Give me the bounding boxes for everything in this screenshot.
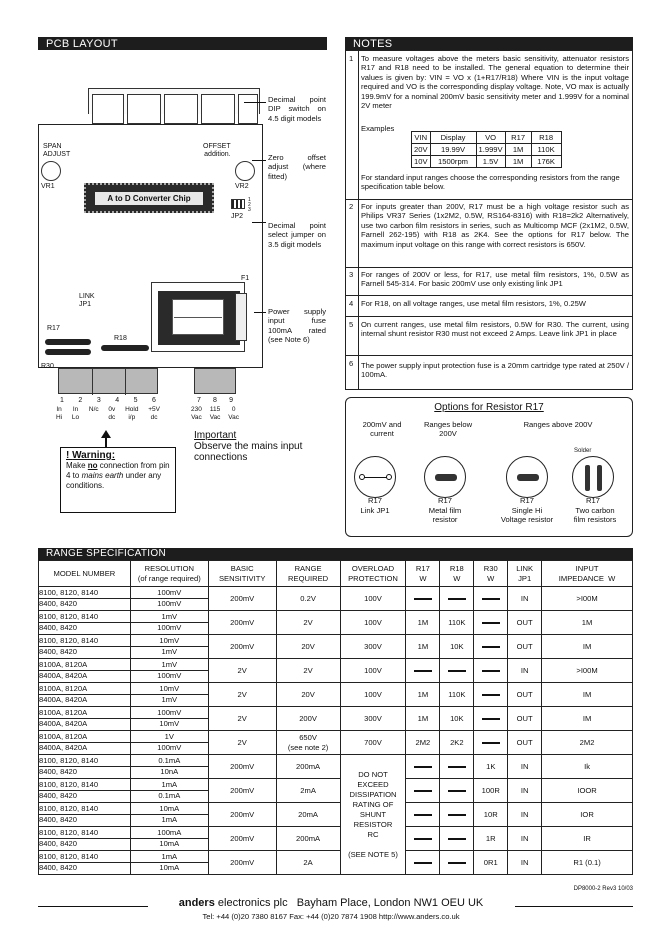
model-cell: 8100, 8120, 8140 8400, 8420 (39, 803, 131, 827)
option-link-circle (354, 456, 396, 498)
resolution-cell: 100mV 10mV (130, 707, 208, 731)
model-cell: 8100, 8120, 8140 8400, 8420 (39, 755, 131, 779)
spec-r30-cell: 1R (474, 827, 508, 851)
terminal-block-mains (194, 368, 236, 394)
examples-table: VIN Display VO R17 R18 20V 19.99V 1.999V 1M 110K 10V 1500rpm 1.5V 1M 176K (411, 131, 562, 168)
jp2-jumper (231, 199, 245, 209)
spec-ovl-cell: 300V (340, 635, 406, 659)
note-num: 5 (349, 320, 354, 329)
model-cell: 8100, 8120, 8140 8400, 8420 (39, 587, 131, 611)
spec-col-header: R30 W (474, 561, 508, 587)
offset-label: OFFSET addition. (203, 143, 231, 158)
pin-num: 9 (229, 397, 233, 404)
resolution-cell: 1mA 10mA (130, 851, 208, 875)
pin-num: 2 (78, 397, 83, 404)
pin-num: 8 (213, 397, 217, 404)
dash-mark (482, 670, 500, 672)
spec-ovl-cell: 100V (340, 611, 406, 635)
spec-sens-cell: 200mV (208, 803, 276, 827)
note-num: 1 (349, 54, 354, 63)
pin-num: 5 (133, 397, 138, 404)
spec-r17-cell (406, 659, 440, 683)
spec-row (39, 659, 633, 683)
spec-ovl-cell: 100V (340, 683, 406, 707)
spec-ovl-cell: 300V (340, 707, 406, 731)
ranges-above-label: Ranges above 200V (523, 420, 593, 429)
resolution-cell: 1mV 100mV (130, 659, 208, 683)
resolution-cell: 10mV 1mV (130, 635, 208, 659)
spec-sens-cell: 200mV (208, 635, 276, 659)
r18-resistor (101, 345, 149, 351)
important-block (194, 430, 304, 463)
dash-mark (482, 718, 500, 720)
dash-mark (448, 814, 466, 816)
note-num: 6 (349, 359, 354, 368)
dash-mark (482, 694, 500, 696)
spec-col-header: OVERLOAD PROTECTION (340, 561, 406, 587)
notes-title: NOTES (353, 38, 393, 50)
pin-label: 230 Vac (191, 406, 202, 421)
spec-row (39, 635, 633, 659)
doc-code: DP8000-2 Rev3 10/03 (573, 886, 633, 892)
spec-link-cell: IN (508, 803, 542, 827)
spec-row (39, 827, 633, 851)
option-foot: Link JP1 (360, 506, 390, 515)
spec-link-cell: OUT (508, 635, 542, 659)
spec-sens-cell: 200mV (208, 779, 276, 803)
spec-range-cell: 20V (276, 683, 340, 707)
spec-r17-cell: 1M (406, 635, 440, 659)
spec-r17-cell (406, 851, 440, 875)
spec-row (39, 755, 633, 779)
link-jp1-label: LINK JP1 (79, 293, 95, 308)
model-cell: 8100A, 8120A 8400A, 8420A (39, 731, 131, 755)
spec-r17-cell: 1M (406, 683, 440, 707)
spec-sens-cell: 2V (208, 731, 276, 755)
dash-mark (414, 838, 432, 840)
spec-ovl-cell: 700V (340, 731, 406, 755)
options-title: Options for Resistor R17 (434, 402, 544, 413)
callout-decimal-jumper: Decimal point select jumper on 3.5 digit models (268, 221, 326, 249)
transformer (151, 282, 245, 352)
option-r17: R17 (520, 496, 534, 505)
span-adjust-label: SPAN ADJUST (43, 143, 71, 158)
spec-range-cell: 20V (276, 635, 340, 659)
dash-mark (448, 598, 466, 600)
spec-r30-cell: 1K (474, 755, 508, 779)
spec-imp-cell: 2M2 (542, 731, 633, 755)
spec-r17-cell (406, 587, 440, 611)
dash-mark (448, 790, 466, 792)
spec-row (39, 611, 633, 635)
option-foot: Two carbon film resistors (573, 506, 617, 524)
dash-mark (482, 622, 500, 624)
spec-sens-cell: 200mV (208, 611, 276, 635)
spec-imp-cell: 1M (542, 611, 633, 635)
dash-mark (448, 766, 466, 768)
pin-label: In Hi (56, 406, 63, 421)
spec-r30-cell (474, 707, 508, 731)
r30-label: R30 (41, 363, 54, 370)
spec-r30-cell: 10R (474, 803, 508, 827)
examples-label: Examples (361, 124, 395, 133)
note-3-text: For ranges of 200V or less, for R17, use metal film resistors, 1%, 0.5W as Farnell 545-314. For basic 200mV use only existing link JP1 (361, 270, 629, 289)
callout-line (244, 102, 266, 103)
vr1-pot (41, 161, 61, 181)
r17-label: R17 (47, 325, 60, 332)
spec-r18-cell (440, 779, 474, 803)
spec-r17-cell (406, 755, 440, 779)
notes-header (345, 37, 633, 50)
r17-resistor (45, 339, 91, 345)
spec-col-header: MODEL NUMBER (39, 561, 131, 587)
dip-block (238, 94, 258, 124)
warning-box (60, 447, 176, 513)
resolution-cell: 1mV 100mV (130, 611, 208, 635)
model-cell: 8100A, 8120A 8400A, 8420A (39, 707, 131, 731)
important-title: Important (194, 430, 237, 441)
dash-mark (414, 862, 432, 864)
pin-num: 3 (96, 397, 101, 404)
spec-link-cell: IN (508, 851, 542, 875)
spec-link-cell: OUT (508, 707, 542, 731)
spec-r30-cell (474, 635, 508, 659)
resolution-cell: 0.1mA 10nA (130, 755, 208, 779)
option-metal-film-circle (424, 456, 466, 498)
pin-label: Hold i/p (125, 406, 139, 421)
important-text: Observe the mains input connections (194, 441, 303, 463)
option-r17: R17 (368, 496, 382, 505)
spec-sens-cell: 200mV (208, 827, 276, 851)
callout-line (254, 312, 266, 313)
dash-mark (414, 814, 432, 816)
spec-col-header: BASIC SENSITIVITY (208, 561, 276, 587)
spec-r30-cell (474, 731, 508, 755)
spec-r18-cell: 110K (440, 683, 474, 707)
spec-link-cell: OUT (508, 731, 542, 755)
callout-line (252, 160, 266, 161)
f1-label: F1 (241, 275, 250, 282)
footer-contact: Tel: +44 (0)20 7380 8167 Fax: +44 (0)20 7874 1908 http://www.anders.co.uk (202, 912, 460, 921)
spec-imp-cell: IR (542, 827, 633, 851)
note-4-text: For R18, on all voltage ranges, use metal film resistors, 1%, 0.25W (361, 299, 586, 308)
spec-link-cell: IN (508, 659, 542, 683)
option-foot: Single Hi Voltage resistor (500, 506, 554, 524)
dash-mark (482, 742, 500, 744)
spec-r17-cell: 2M2 (406, 731, 440, 755)
resolution-cell: 1mA 0.1mA (130, 779, 208, 803)
spec-r30-cell (474, 587, 508, 611)
spec-row (39, 779, 633, 803)
dash-mark (414, 598, 432, 600)
jp2-pins (248, 198, 251, 213)
note-num: 3 (349, 270, 354, 279)
solder-label: Solder (574, 448, 592, 454)
pin-label: +5V dc (148, 406, 160, 421)
model-cell: 8100, 8120, 8140 8400, 8420 (39, 779, 131, 803)
option-r17: R17 (438, 496, 452, 505)
dash-mark (414, 766, 432, 768)
spec-range-cell: 200mA (276, 827, 340, 851)
pin-label: 0 Vac (228, 406, 239, 421)
spec-col-header: RANGE REQUIRED (276, 561, 340, 587)
spec-link-cell: IN (508, 755, 542, 779)
spec-r18-cell: 110K (440, 611, 474, 635)
spec-r30-cell: 0R1 (474, 851, 508, 875)
pin-labels (56, 406, 160, 422)
fuse-holder (235, 293, 247, 341)
range-spec-title: RANGE SPECIFICATION (46, 548, 166, 559)
pin-num: 4 (115, 397, 120, 404)
dash-mark (482, 598, 500, 600)
spec-imp-cell: IM (542, 707, 633, 731)
spec-r17-cell (406, 827, 440, 851)
jp2-pin-num: 2 (248, 202, 251, 208)
spec-imp-cell: R1 (0.1) (542, 851, 633, 875)
spec-range-cell: 2V (276, 659, 340, 683)
dip-block (127, 94, 161, 124)
spec-link-cell: IN (508, 587, 542, 611)
spec-r30-cell: 100R (474, 779, 508, 803)
model-cell: 8100, 8120, 8140 8400, 8420 (39, 611, 131, 635)
spec-link-cell: OUT (508, 611, 542, 635)
dash-mark (414, 790, 432, 792)
spec-imp-cell: IOOR (542, 779, 633, 803)
option-head: 200mV and current (362, 420, 402, 438)
options-box (345, 397, 633, 537)
pin-label: N/c (88, 406, 99, 413)
spec-link-cell: IN (508, 779, 542, 803)
pin-label: 115 Vac (209, 406, 221, 421)
jp2-label: JP2 (231, 213, 244, 220)
spec-col-header: LINK JP1 (508, 561, 542, 587)
callout-dip-switch: Decimal point DIP switch on 4.5 digit models (268, 95, 326, 123)
spec-range-cell: 200mA (276, 755, 340, 779)
vr1-label: VR1 (41, 183, 55, 190)
footer-company: anders electronics plc Bayham Place, London NW1 OEU UK (178, 897, 484, 909)
range-spec-table (38, 560, 633, 875)
pin-label: 0v dc (108, 406, 116, 421)
dash-mark (448, 862, 466, 864)
mains-pin-numbers (194, 397, 236, 405)
range-spec-header (38, 548, 633, 560)
spec-sens-cell: 200mV (208, 851, 276, 875)
vr2-label: VR2 (235, 183, 249, 190)
spec-row (39, 707, 633, 731)
spec-r30-cell (474, 683, 508, 707)
pin-numbers (58, 397, 158, 405)
note-5-text: On current ranges, use metal film resistors, 0.5W for R30. The current, using internal shunt resistor R30 must not exceed 2 Amps. Leave link JP1 in place (361, 320, 629, 339)
model-cell: 8100, 8120, 8140 8400, 8420 (39, 827, 131, 851)
spec-imp-cell: IM (542, 683, 633, 707)
spec-ovl-cell: 100V (340, 659, 406, 683)
adc-chip (84, 183, 214, 213)
model-cell: 8100, 8120, 8140 8400, 8420 (39, 851, 131, 875)
footer-rule (515, 906, 633, 907)
dip-block (92, 94, 124, 124)
model-cell: 8100A, 8120A 8400A, 8420A (39, 659, 131, 683)
spec-r18-cell (440, 827, 474, 851)
arrow-stem (105, 437, 107, 447)
dash-mark (482, 646, 500, 648)
mains-pin-labels (191, 406, 239, 422)
pcb-layout-header (38, 37, 327, 50)
resolution-cell: 10mA 1mA (130, 803, 208, 827)
spec-r30-cell (474, 659, 508, 683)
vr2-pot (235, 161, 255, 181)
jp2-pin-num: 3 (248, 207, 251, 213)
pin-label: In Lo (71, 406, 80, 421)
pin-num: 6 (152, 397, 156, 404)
spec-row (39, 851, 633, 875)
note-1-text: To measure voltages above the meters basic sensitivity, attenuator resistors R17 and R18 need to be installed. The general equation to determine their values is given by: VIN = VO x (1+R17/R18) Where VIN is the input voltage required and VO is the corresponding display voltage. Note, VO max is actually 199.9mV for a nominal 200mV basic sensitivity meter and 1.999V for a nominal 2V meter (361, 54, 629, 111)
terminal-block-signal (58, 368, 158, 394)
spec-r18-cell (440, 755, 474, 779)
notes-box (345, 50, 633, 390)
warning-icon: ! (66, 450, 73, 461)
spec-r18-cell (440, 587, 474, 611)
option-head: Ranges below 200V (423, 420, 473, 438)
option-foot: Metal film resistor (428, 506, 462, 524)
note-num: 2 (349, 202, 354, 211)
spec-range-cell: 2A (276, 851, 340, 875)
spec-row (39, 587, 633, 611)
spec-sens-cell: 2V (208, 707, 276, 731)
resolution-cell: 100mV 100mV (130, 587, 208, 611)
spec-ovl-cell: DO NOT EXCEED DISSIPATION RATING OF SHUNT RESISTOR RC (SEE NOTE 5) (340, 755, 406, 875)
spec-r18-cell (440, 851, 474, 875)
spec-range-cell: 20mA (276, 803, 340, 827)
spec-r17-cell (406, 779, 440, 803)
option-hv-circle (506, 456, 548, 498)
r17-resistor (45, 349, 91, 355)
resolution-cell: 1V 100mV (130, 731, 208, 755)
spec-sens-cell: 200mV (208, 587, 276, 611)
spec-row (39, 731, 633, 755)
spec-col-header: RESOLUTION (of range required) (130, 561, 208, 587)
dash-mark (448, 670, 466, 672)
spec-r18-cell (440, 803, 474, 827)
address: Bayham Place, London NW1 OEU UK (296, 897, 484, 909)
spec-range-cell: 0.2V (276, 587, 340, 611)
pin-num: 7 (197, 397, 201, 404)
spec-col-header: INPUT IMPEDANCE W (542, 561, 633, 587)
footer-rule (38, 906, 148, 907)
spec-col-header: R18 W (440, 561, 474, 587)
spec-r17-cell: 1M (406, 707, 440, 731)
resolution-cell: 10mV 1mV (130, 683, 208, 707)
note-6-text: The power supply input protection fuse is a 20mm cartridge type rated at 250V / 100mA. (361, 361, 629, 380)
spec-row (39, 683, 633, 707)
note-1-tail: For standard input ranges choose the corresponding resistors from the range specification table below. (361, 173, 620, 192)
warning-title: Warning: (72, 450, 116, 461)
dash-mark (414, 670, 432, 672)
spec-r17-cell: 1M (406, 611, 440, 635)
option-two-carbon-circle (572, 456, 614, 498)
spec-sens-cell: 200mV (208, 755, 276, 779)
callout-zero-offset: Zero offset adjust (where fitted) (268, 153, 326, 181)
model-cell: 8100, 8120, 8140 8400, 8420 (39, 635, 131, 659)
warning-text: Make no connection from pin 4 to mains earth under any conditions. (66, 461, 170, 490)
jp2-pin-num: 1 (248, 197, 251, 203)
option-r17: R17 (586, 496, 600, 505)
spec-r17-cell (406, 803, 440, 827)
adc-chip-label: A to D Converter Chip (95, 192, 203, 205)
spec-imp-cell: >I00M (542, 659, 633, 683)
pcb-title: PCB LAYOUT (46, 38, 118, 50)
spec-range-cell: 200V (276, 707, 340, 731)
spec-r30-cell (474, 611, 508, 635)
callout-line (252, 222, 266, 223)
brand: anders (178, 897, 215, 909)
spec-imp-cell: IM (542, 635, 633, 659)
spec-link-cell: OUT (508, 683, 542, 707)
pin-num: 1 (60, 397, 64, 404)
note-2-text: For inputs greater than 200V, R17 must be a high voltage resistor such as Philips VR37 Series (1x2M2, 0.5W, RS164-8316) with R18=2k2 Alternatively, use two carbon film resistors in series, such as Multicomp MCF (2x1M2, 0.5W, Farnell 262-195) with R18 as 2K4. See the options for R17 below. The maximum input voltage on this range with correct resistors is 650V. (361, 202, 629, 249)
spec-row (39, 803, 633, 827)
r18-label: R18 (114, 335, 127, 342)
spec-col-header: R17 W (406, 561, 440, 587)
dash-mark (448, 838, 466, 840)
model-cell: 8100A, 8120A 8400A, 8420A (39, 683, 131, 707)
spec-imp-cell: >I00M (542, 587, 633, 611)
note-num: 4 (349, 299, 354, 308)
spec-imp-cell: IOR (542, 803, 633, 827)
spec-range-cell: 2V (276, 611, 340, 635)
resolution-cell: 100mA 10mA (130, 827, 208, 851)
spec-sens-cell: 2V (208, 683, 276, 707)
dip-block (164, 94, 198, 124)
spec-imp-cell: Ik (542, 755, 633, 779)
spec-r18-cell: 10K (440, 635, 474, 659)
spec-ovl-cell: 100V (340, 587, 406, 611)
spec-sens-cell: 2V (208, 659, 276, 683)
callout-fuse: Power supply input fuse 100mA rated (see Note 6) (268, 307, 326, 345)
dip-block (201, 94, 235, 124)
spec-range-cell: 2mA (276, 779, 340, 803)
spec-range-cell: 650V (see note 2) (276, 731, 340, 755)
spec-r18-cell (440, 659, 474, 683)
spec-r18-cell: 10K (440, 707, 474, 731)
spec-r18-cell: 2K2 (440, 731, 474, 755)
pcb-board (38, 124, 263, 368)
spec-link-cell: IN (508, 827, 542, 851)
